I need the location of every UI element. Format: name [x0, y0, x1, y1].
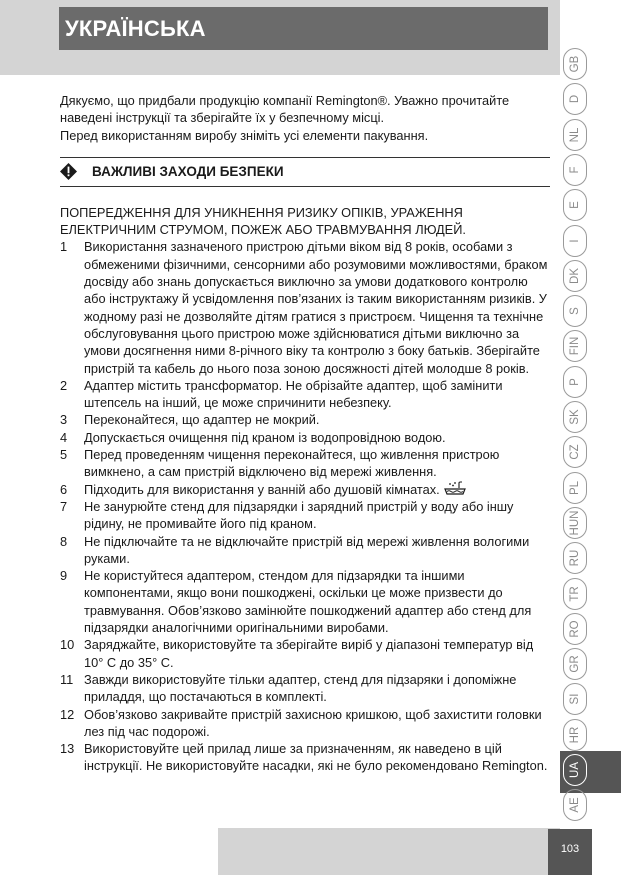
list-item-text: Не занурюйте стенд для підзарядки і зарядний пристрій у воду або іншу рідину, не промивайте його під краном. — [84, 498, 514, 532]
list-item-text: Використання зазначеного пристрою дітьми віком від 8 років, особами з обмеженими фізичними, сенсорними або розумовими можливостями, браком досвіду або знань допускається виключно за умови додаткового контролю або інструктажу й усвідомлення пов’язаних із таким використанням ризиків. У жодному разі не дозволяйте дітям гратися з пристроєм. Чищення та технічне обслуговування цього пристрою може здійснюватися дітьми виключно за умови досягнення ними 8-річного віку та контролю з боку батьків. Зберігайте пристрій та кабель до нього поза зоною досяжності дітей молодше 8 років. — [84, 239, 548, 376]
list-item-number: 11 — [60, 671, 74, 687]
list-item-number: 10 — [60, 637, 75, 653]
list-item — [60, 429, 550, 446]
warning-text: ПОПЕРЕДЖЕННЯ ДЛЯ УНИКНЕННЯ РИЗИКУ ОПІКІВ, УРАЖЕННЯ ЕЛЕКТРИЧНИМ СТРУМОМ, ПОЖЕЖ АБО ТРАВМУВАННЯ ЛЮДЕЙ. — [60, 204, 466, 238]
list-item-number: 8 — [60, 533, 68, 549]
safety-list — [60, 238, 550, 774]
list-item-number: 3 — [60, 412, 68, 428]
language-tab-s[interactable] — [563, 295, 587, 327]
list-item-number: 12 — [60, 706, 75, 722]
language-tab-si[interactable] — [563, 683, 587, 715]
language-code: SI — [569, 693, 581, 705]
page-title: УКРАЇНСЬКА — [59, 7, 548, 50]
list-item — [60, 481, 550, 498]
language-tab-sk[interactable] — [563, 401, 587, 433]
list-item-text: Обов’язково закривайте пристрій захисною кришкою, щоб захистити головки лез під час подорожі. — [84, 706, 542, 739]
language-code: CZ — [569, 444, 581, 460]
language-tab-ua[interactable] — [563, 754, 587, 786]
list-item-number: 5 — [60, 447, 68, 463]
language-code: TR — [569, 585, 581, 602]
list-item — [60, 498, 550, 533]
list-item — [60, 533, 550, 568]
list-item-number: 6 — [60, 481, 68, 497]
language-code: FIN — [569, 337, 581, 356]
language-tab-tr[interactable] — [563, 578, 587, 610]
language-tab-gb[interactable] — [563, 48, 587, 80]
list-item — [60, 377, 550, 412]
list-item-number: 9 — [60, 568, 68, 584]
language-tab-ro[interactable] — [563, 613, 587, 645]
list-item — [60, 706, 550, 741]
list-item-text: Перед проведенням чищення переконайтеся, що живлення пристрою вимкнено, а сам пристрій відключено від мережі живлення. — [84, 447, 500, 480]
language-tab-cz[interactable] — [563, 436, 587, 468]
language-code: RO — [569, 620, 581, 638]
intro-note: Перед використанням виробу зніміть усі елементи пакування. — [60, 127, 429, 143]
list-item — [60, 567, 550, 636]
list-item-number: 1 — [60, 239, 68, 255]
page-content — [60, 92, 550, 775]
list-item — [60, 740, 550, 775]
language-code: HUN — [569, 510, 581, 536]
list-item-number: 2 — [60, 377, 68, 393]
language-tab-hr[interactable] — [563, 719, 587, 751]
language-tab-fin[interactable] — [563, 330, 587, 362]
bathroom-icon — [444, 481, 466, 497]
list-item-number: 13 — [60, 741, 75, 757]
language-code: F — [569, 166, 581, 174]
list-item-text: Заряджайте, використовуйте та зберігайте виріб у діапазоні температур від 10° C до 35° C. — [84, 637, 534, 670]
section-title: ВАЖЛИВІ ЗАХОДИ БЕЗПЕКИ — [92, 163, 284, 179]
language-tab-nl[interactable] — [563, 119, 587, 151]
language-code: I — [569, 238, 581, 243]
list-item-text: Переконайтеся, що адаптер не мокрий. — [84, 412, 320, 428]
language-tab-gr[interactable] — [563, 648, 587, 680]
list-item-number: 7 — [60, 498, 68, 514]
list-item-text: Допускається очищення під краном із водопровідною водою. — [84, 429, 446, 445]
language-tab-i[interactable] — [563, 225, 587, 257]
list-item — [60, 411, 550, 428]
intro — [60, 92, 550, 144]
list-item-text: Адаптер містить трансформатор. Не обрізайте адаптер, щоб замінити штепсель на інший, це може спричинити небезпеку. — [84, 377, 503, 411]
language-tab-d[interactable] — [563, 83, 587, 115]
language-code: UA — [569, 762, 581, 778]
language-tab-f[interactable] — [563, 154, 587, 186]
language-tab-ru[interactable] — [563, 542, 587, 574]
language-tab-e[interactable] — [563, 189, 587, 221]
footer-band — [218, 828, 560, 875]
language-tab-ae[interactable] — [563, 789, 587, 821]
language-code: S — [569, 307, 581, 315]
warning-icon — [60, 163, 77, 180]
list-item — [60, 636, 550, 671]
language-code: RU — [569, 549, 581, 567]
language-code: P — [569, 377, 581, 386]
list-item-number: 4 — [60, 429, 68, 445]
language-tab-p[interactable] — [563, 366, 587, 398]
language-code: HR — [569, 726, 581, 743]
language-code: SK — [569, 409, 581, 425]
list-item-text: Підходить для використання у ванній або душовій кімнатах. — [84, 481, 440, 497]
list-item-text: Не користуйтеся адаптером, стендом для підзарядки та іншими компонентами, якщо вони пошкоджені, оскільки це може призвести до травмування. Обов’язково замінюйте пошкоджений адаптер або стенд для підзарядки аналогічними оригінальними виробами. — [84, 568, 532, 636]
language-tab-hun[interactable] — [563, 507, 587, 539]
page-number: 103 — [548, 829, 592, 875]
list-item-text: Використовуйте цей прилад лише за призначенням, як наведено в цій інструкції. Не використовуйте насадки, які не було рекомендовано Remington. — [84, 741, 548, 774]
language-code: GR — [569, 655, 581, 673]
section-heading — [60, 157, 550, 187]
list-item — [60, 446, 550, 481]
language-code: PL — [569, 480, 581, 495]
intro-text: Дякуємо, що придбали продукцію компанії Remington®. Уважно прочитайте наведені інструкції та зберігайте їх у безпечному місці. — [60, 93, 510, 126]
language-code: NL — [569, 127, 581, 142]
language-tab-dk[interactable] — [563, 260, 587, 292]
language-code: D — [569, 95, 581, 104]
list-item — [60, 671, 550, 706]
list-item-text: Не підключайте та не відключайте пристрій від мережі живлення вологими руками. — [84, 533, 530, 566]
list-item — [60, 238, 550, 376]
list-item-text: Завжди використовуйте тільки адаптер, стенд для підзаряки і допоміжне приладдя, що постачаються в комплекті. — [84, 671, 517, 705]
language-code: GB — [569, 55, 581, 73]
language-code: AE — [569, 797, 581, 813]
language-tab-pl[interactable] — [563, 472, 587, 504]
language-code: E — [569, 201, 581, 210]
language-code: DK — [569, 267, 581, 284]
